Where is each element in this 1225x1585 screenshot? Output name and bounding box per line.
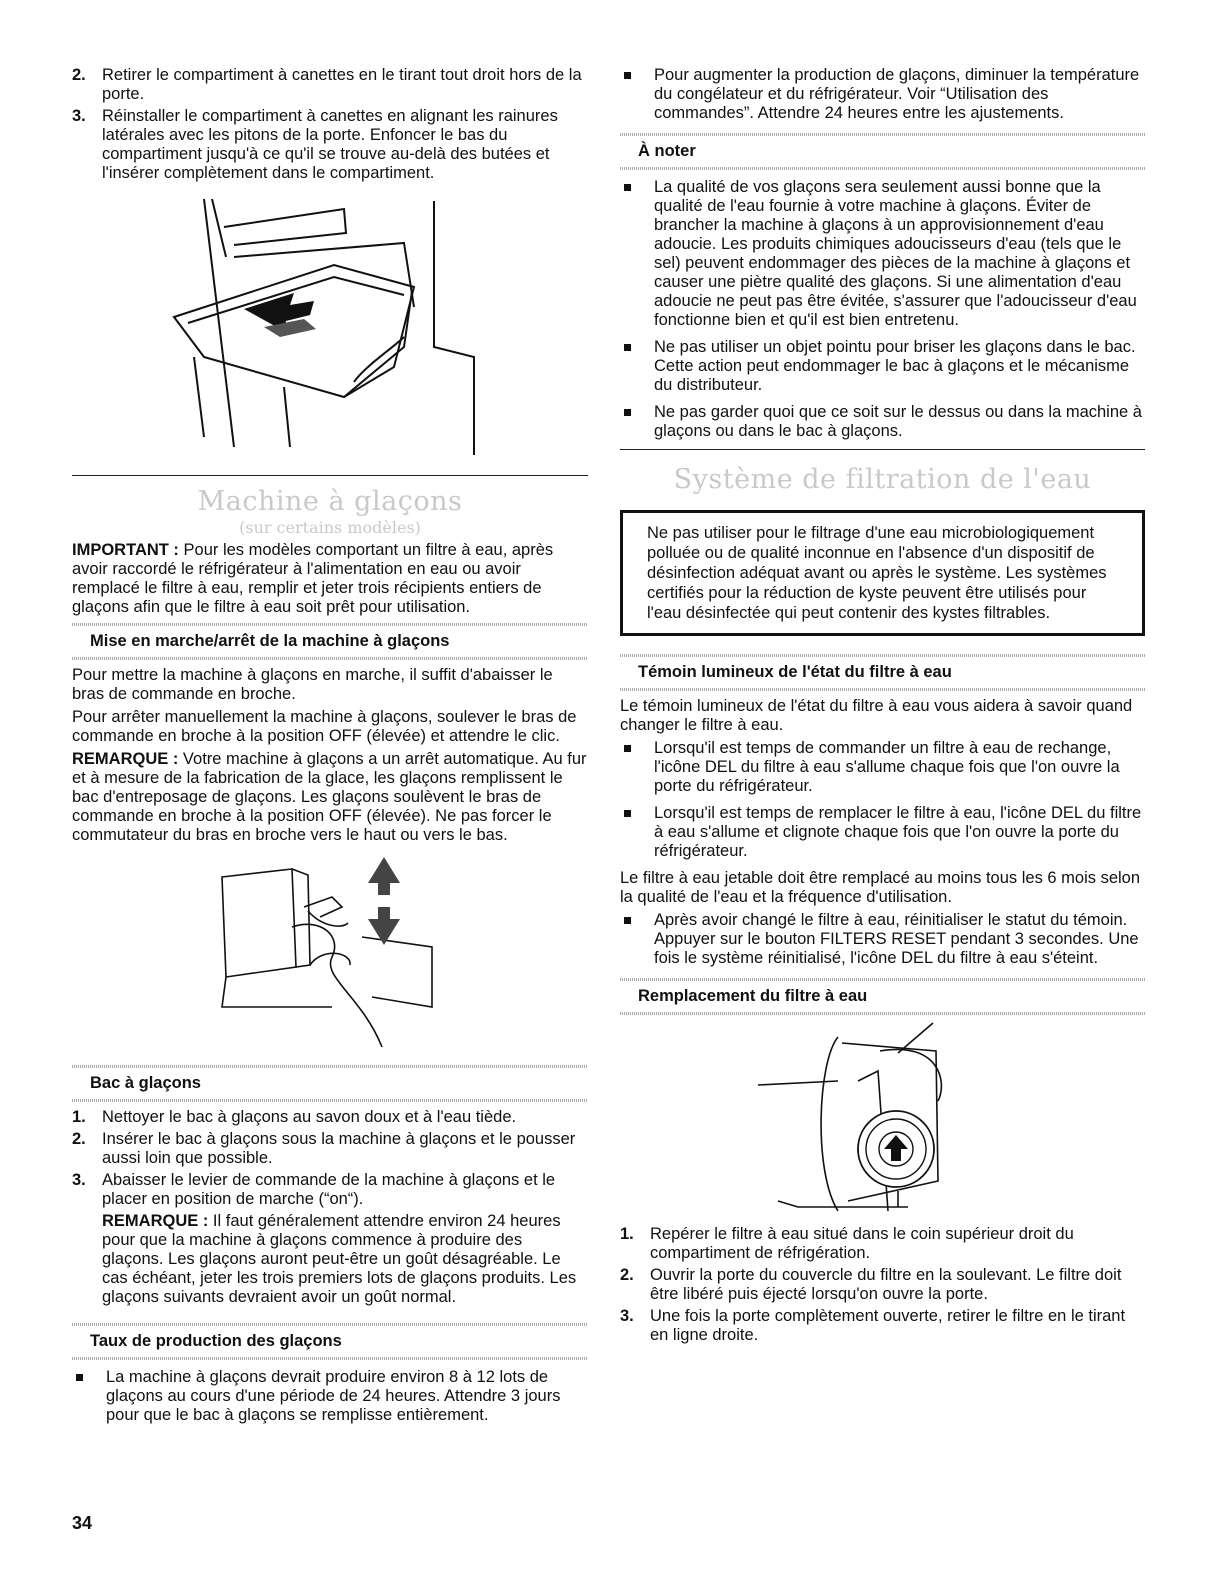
important-paragraph: IMPORTANT : Pour les modèles comportant un filtre à eau, après avoir raccordé le réfrigérateur à l'alimentation en eau ou avoir remplacé le filtre à eau, remplir et jeter trois récipients entiers de glaçons afin que le filtre à eau soit prêt pour utilisation. — [72, 541, 554, 616]
divider — [72, 1323, 588, 1326]
left-column — [72, 66, 588, 1433]
filter-illustration — [738, 1021, 1145, 1221]
step-note: REMARQUE : Il faut généralement attendre environ 24 heures pour que la machine à glaçons commence à produire des glaçons. Les glaçons auront peut-être un goût désagréable. Le cas échéant, jeter les trois premiers lots de glaçons produits. Les glaçons suivants devraient avoir un goût normal. — [102, 1212, 577, 1306]
page-number: 34 — [72, 1513, 93, 1533]
divider — [72, 623, 588, 626]
divider — [620, 654, 1145, 657]
step-item: 1. Repérer le filtre à eau situé dans le coin supérieur droit du compartiment de réfrigération. — [620, 1225, 1074, 1262]
section-divider — [72, 475, 588, 476]
subsection-heading: Bac à glaçons — [90, 1074, 201, 1092]
can-rack-illustration — [164, 197, 588, 459]
divider — [72, 1065, 588, 1068]
divider — [72, 1099, 588, 1102]
subsection-heading: Remplacement du filtre à eau — [638, 987, 868, 1005]
paragraph: Le témoin lumineux de l'état du filtre à eau vous aidera à savoir quand changer le filtre à eau. — [620, 697, 1133, 734]
divider — [620, 688, 1145, 691]
bullet-item: La qualité de vos glaçons sera seulement aussi bonne que la qualité de l'eau fournie à votre machine à glaçons. Éviter de brancher la machine à glaçons à un approvisionnement d'eau adoucie. Les produits chimiques adoucisseurs d'eau (tels que le sel) peuvent endommager des pièces de la machine à glaçons et causer une piètre qualité des glaçons. Si une alimentation d'eau adoucie ne peut pas être évitée, s'assurer que l'adoucisseur d'eau fonctionne bien et qu'il est bien entretenu. — [620, 178, 1145, 330]
section-divider — [620, 449, 1145, 450]
subsection-heading: À noter — [638, 142, 696, 160]
divider — [620, 133, 1145, 136]
step-item: 2. Insérer le bac à glaçons sous la machine à glaçons et le pousser aussi loin que possible. — [72, 1130, 576, 1167]
right-column — [620, 66, 1145, 1348]
bullet-item: Lorsqu'il est temps de remplacer le filtre à eau, l'icône DEL du filtre à eau s'allume et clignote chaque fois que l'on ouvre la porte du réfrigérateur. — [620, 804, 1145, 861]
section-subtitle: (sur certains modèles) — [239, 518, 421, 537]
bullet-item: Lorsqu'il est temps de commander un filtre à eau de rechange, l'icône DEL du filtre à eau s'allume chaque fois que l'on ouvre la porte du réfrigérateur. — [620, 739, 1145, 796]
bullet-item: Pour augmenter la production de glaçons, diminuer la température du congélateur et du réfrigérateur. Voir “Utilisation des commandes”. Attendre 24 heures entre les ajustements. — [620, 66, 1145, 123]
paragraph: Pour arrêter manuellement la machine à glaçons, soulever le bras de commande en broche à la position OFF (élevée) et attendre le clic. — [72, 708, 577, 745]
divider — [620, 167, 1145, 170]
divider — [620, 978, 1145, 981]
section-title: Machine à glaçons — [197, 486, 463, 517]
divider — [72, 1357, 588, 1360]
bullet-item: La machine à glaçons devrait produire environ 8 à 12 lots de glaçons au cours d'une période de 24 heures. Attendre 3 jours pour que le bac à glaçons se remplisse entièrement. — [72, 1368, 588, 1425]
section-title: Système de filtration de l'eau — [673, 464, 1092, 495]
warning-box: Ne pas utiliser pour le filtrage d'une eau microbiologiquement polluée ou de qualité inconnue en l'absence d'un dispositif de désinfection adéquat avant ou après le système. Les systèmes certifiés pour la réduction de kyste peuvent être utilisés pour l'eau désinfectée qui peut contenir des kystes filtrables. — [620, 510, 1145, 636]
bullet-item: Ne pas utiliser un objet pointu pour briser les glaçons dans le bac. Cette action peut endommager le bac à glaçons et le mécanisme du distributeur. — [620, 338, 1145, 395]
subsection-heading: Mise en marche/arrêt de la machine à glaçons — [90, 632, 450, 650]
subsection-heading: Taux de production des glaçons — [90, 1332, 342, 1350]
divider — [72, 657, 588, 660]
paragraph: Le filtre à eau jetable doit être remplacé au moins tous les 6 mois selon la qualité de l'eau et la fréquence d'utilisation. — [620, 869, 1141, 906]
step-item: 3. Une fois la porte complètement ouverte, retirer le filtre en le tirant en ligne droite. — [620, 1307, 1126, 1344]
subsection-heading: Témoin lumineux de l'état du filtre à eau — [638, 663, 952, 681]
bullet-item: Ne pas garder quoi que ce soit sur le dessus ou dans la machine à glaçons ou dans le bac à glaçons. — [620, 403, 1145, 441]
step-item: 2. Ouvrir la porte du couvercle du filtre en la soulevant. Le filtre doit être libéré puis éjecté lorsqu'on ouvre la porte. — [620, 1266, 1122, 1303]
remarque-paragraph: REMARQUE : Votre machine à glaçons a un arrêt automatique. Au fur et à mesure de la fabrication de la glace, les glaçons remplissent le bac d'entreposage de glaçons. Les glaçons soulèvent le bras de commande en broche à la position OFF (élevée). Ne pas forcer le commutateur du bras en broche vers le haut ou vers le bas. — [72, 750, 587, 844]
step-item: 3. Réinstaller le compartiment à canettes en alignant les rainures latérales avec les pitons de la porte. Enfoncer le bas du compartiment jusqu'à ce qu'il se trouve au-delà des butées et l'insérer complètement dans le compartiment. — [72, 107, 558, 182]
step-item: 2. Retirer le compartiment à canettes en le tirant tout droit hors de la porte. — [72, 66, 582, 103]
divider — [620, 1012, 1145, 1015]
paragraph: Pour mettre la machine à glaçons en marche, il suffit d'abaisser le bras de commande en broche. — [72, 666, 553, 703]
step-item: 1. Nettoyer le bac à glaçons au savon doux et à l'eau tiède. — [72, 1108, 517, 1126]
bullet-item: Après avoir changé le filtre à eau, réinitialiser le statut du témoin. Appuyer sur le bouton FILTERS RESET pendant 3 secondes. Une fois le système réinitialisé, l'icône DEL du filtre à eau s'éteint. — [620, 911, 1145, 968]
ice-maker-arm-illustration — [212, 857, 588, 1049]
step-item: 3. Abaisser le levier de commande de la machine à glaçons et le placer en position de marche (“on“). — [72, 1171, 556, 1208]
